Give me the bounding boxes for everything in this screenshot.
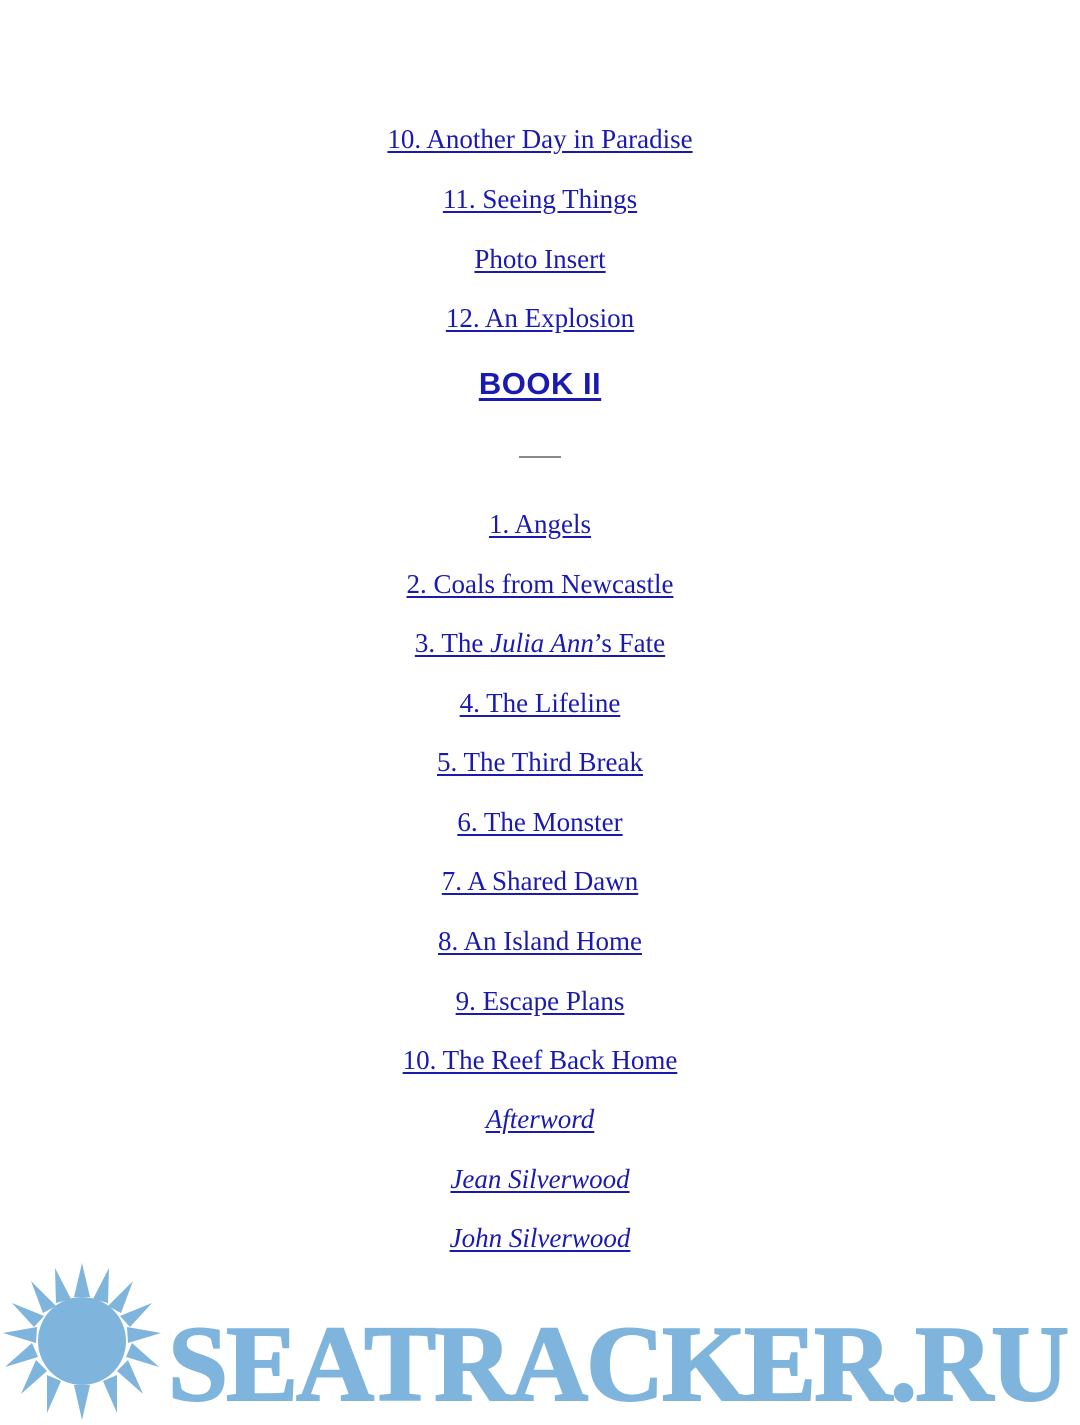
toc-link-11-seeing-things[interactable]: [0, 186, 1080, 213]
book-heading: [0, 366, 1080, 402]
toc-link-7-a-shared-dawn[interactable]: [0, 868, 1080, 895]
toc-link-label: 7. A Shared Dawn: [441, 866, 639, 896]
toc-link-12-an-explosion[interactable]: [0, 305, 1080, 332]
toc-link-label: Jean Silverwood: [450, 1164, 630, 1194]
watermark: [0, 1260, 1080, 1425]
toc-link-label: 1. Angels: [488, 509, 591, 539]
toc-link-label: 10. The Reef Back Home: [402, 1045, 678, 1075]
toc-link-label: 9. Escape Plans: [455, 986, 625, 1016]
book-heading-label: BOOK II: [478, 366, 602, 401]
toc-link-john-silverwood[interactable]: [0, 1225, 1080, 1252]
sun-rays-icon: [2, 1263, 162, 1421]
toc-link-label: 5. The Third Break: [437, 747, 643, 777]
toc-link-10-the-reef-back-home[interactable]: [0, 1047, 1080, 1074]
toc-link-8-an-island-home[interactable]: [0, 928, 1080, 955]
toc-link-3-the-julia-anns-fate[interactable]: [0, 630, 1080, 657]
toc-link-suffix: ’s Fate: [593, 628, 666, 658]
toc-link-italic-title: Julia Ann: [490, 628, 594, 658]
toc-link-label: 6. The Monster: [457, 807, 623, 837]
toc-link-9-escape-plans[interactable]: [0, 988, 1080, 1015]
section-divider: [0, 448, 1080, 466]
toc-link-4-the-lifeline[interactable]: [0, 690, 1080, 717]
toc-link-label: Afterword: [485, 1104, 595, 1134]
toc-link-10-another-day-in-paradise[interactable]: [0, 126, 1080, 153]
toc-link-label: 4. The Lifeline: [459, 688, 621, 718]
toc-link-label: 8. An Island Home: [438, 926, 642, 956]
toc-link-2-coals-from-newcastle[interactable]: [0, 571, 1080, 598]
toc-link-1-angels[interactable]: [0, 511, 1080, 538]
toc-link-label: John Silverwood: [449, 1223, 631, 1253]
toc-link-prefix: 3. The: [414, 628, 491, 658]
toc-link-photo-insert[interactable]: [0, 246, 1080, 273]
toc-link-label: 2. Coals from Newcastle: [406, 569, 674, 599]
toc-link-jean-silverwood[interactable]: [0, 1166, 1080, 1193]
toc-link-6-the-monster[interactable]: [0, 809, 1080, 836]
toc-link-afterword[interactable]: [0, 1106, 1080, 1133]
toc-link-label: 11. Seeing Things: [442, 184, 638, 214]
toc-link-label: [415, 628, 665, 658]
watermark-text: SEATRACKER.RU: [168, 1305, 1068, 1424]
toc-link-label: 10. Another Day in Paradise: [387, 124, 693, 154]
toc-link-label: 12. An Explosion: [445, 303, 635, 333]
toc-link-label: Photo Insert: [474, 244, 606, 274]
toc-link-5-the-third-break[interactable]: [0, 749, 1080, 776]
divider-rule: [519, 456, 561, 458]
